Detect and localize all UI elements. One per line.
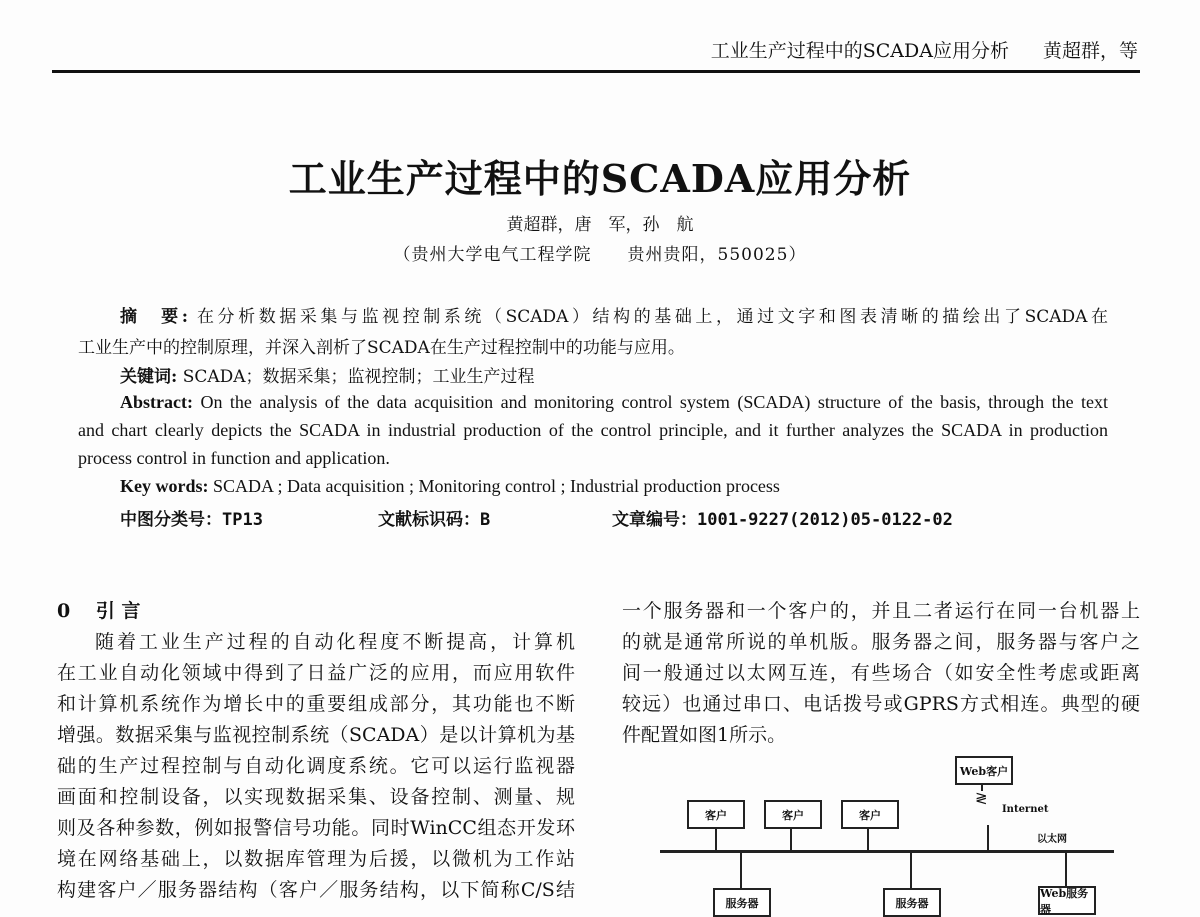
document-code: 文献标识码：B [378,510,491,530]
body-text-line: 间一般通过以太网互连，有些场合（如安全性考虑或距离 [622,662,1140,684]
connector [1065,853,1067,886]
connector [715,827,717,852]
ethernet-label: 以太网 [1037,834,1067,845]
abstract-cn-label: 摘 要: [120,307,188,327]
running-head-title: 工业生产过程中的SCADA应用分析 [710,40,1009,62]
internet-link-icon: ≷ [975,789,988,807]
section-title: 引 言 [95,600,141,622]
body-text-line: 一个服务器和一个客户的，并且二者运行在同一台机器上 [622,600,1140,622]
abstract-en-text: On the analysis of the data acquisition and monitoring control system (SCADA) structure of the basis, through the text [200,392,1109,412]
section-number: 0 [57,600,71,622]
client-box: 客户 [687,800,745,829]
abstract-en-label: Abstract: [120,392,193,412]
abstract-cn-line [120,302,1108,327]
ethernet-bus [660,850,1114,853]
keywords-en [120,476,780,497]
keywords-cn-text: SCADA；数据采集；监视控制；工业生产过程 [182,367,535,387]
body-text-line: 画面和控制设备，以实现数据采集、设备控制、测量、规 [57,786,575,808]
connector [910,853,912,889]
abstract-en-line: and chart clearly depicts the SCADA in industrial production of the control principle, and it further analyzes the SCADA in production [78,420,1108,440]
abstract-en-line: process control in function and application. [78,448,390,468]
keywords-cn-label: 关键词: [120,367,178,387]
abstract-en-line [120,392,1108,413]
connector [790,827,792,852]
header-rule [52,70,1140,73]
connector [867,827,869,852]
paper-title: 工业生产过程中的SCADA应用分析 [288,156,912,201]
keywords-en-label: Key words: [120,476,209,496]
section-heading [57,596,140,623]
body-text-line: 和计算机系统作为增长中的重要组成部分，其功能也不断 [57,693,575,715]
client-box: 客户 [841,800,899,829]
body-text-line: 在工业自动化领域中得到了日益广泛的应用，而应用软件 [57,662,575,684]
abstract-cn-text: 在分析数据采集与监视控制系统（SCADA）结构的基础上，通过文字和图表清晰的描绘出了SCADA在 [196,307,1108,327]
body-text-line: 则及各种参数，例如报警信号功能。同时WinCC组态开发环 [57,817,575,839]
running-head [677,36,1138,63]
client-box: 客户 [764,800,822,829]
internet-label: Internet [1002,804,1049,815]
server-box: 服务器 [883,888,941,917]
web-client-box: Web客户 [955,756,1013,785]
body-text-line: 础的生产过程控制与自动化调度系统。它可以运行监视器 [57,755,575,777]
authors: 黄超群，唐 军，孙 航 [506,215,694,235]
keywords-cn [120,362,535,387]
body-text-line: 随着工业生产过程的自动化程度不断提高，计算机 [95,631,575,653]
running-head-authors: 黄超群，等 [1042,40,1138,62]
web-server-box: Web服务器 [1038,886,1096,915]
article-number: 文章编号：1001-9227(2012)05-0122-02 [612,510,953,530]
keywords-en-text: SCADA ; Data acquisition ; Monitoring control ; Industrial production process [213,476,780,496]
abstract-cn-line: 工业生产中的控制原理，并深入剖析了SCADA在生产过程控制中的功能与应用。 [78,338,685,358]
connector [987,825,989,852]
server-box: 服务器 [713,888,771,917]
body-text-line: 较远）也通过串口、电话拨号或GPRS方式相连。典型的硬 [622,693,1140,715]
affiliation: （贵州大学电气工程学院 贵州贵阳，550025） [393,245,807,265]
clc-number: 中图分类号：TP13 [120,510,263,530]
connector [740,853,742,889]
body-text-line: 增强。数据采集与监视控制系统（SCADA）是以计算机为基 [57,724,575,746]
body-text-line: 件配置如图1所示。 [622,724,787,746]
body-text-line: 境在网络基础上，以数据库管理为后援，以微机为工作站 [57,848,575,870]
body-text-line: 构建客户／服务器结构（客户／服务结构，以下简称C/S结 [57,879,575,901]
body-text-line: 的就是通常所说的单机版。服务器之间，服务器与客户之 [622,631,1140,653]
